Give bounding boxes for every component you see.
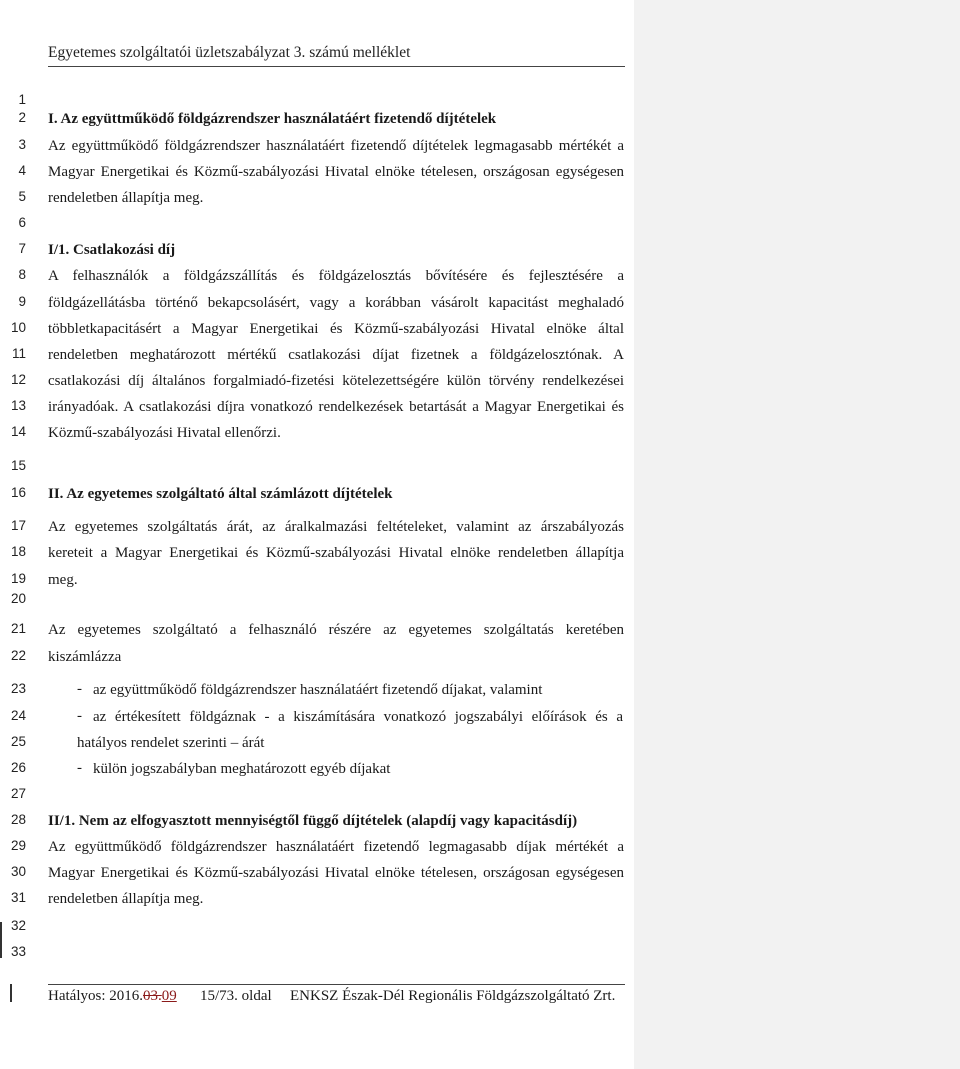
paragraph-line: földgázellátásba történő bekapcsolásért, vagy a korábban vásárolt kapacitást meghaladó: [48, 295, 624, 311]
line-number: 17: [10, 518, 26, 533]
line-number: 22: [10, 648, 26, 663]
paragraph-line: többletkapacitásért a Magyar Energetikai és Közmű-szabályozási Hivatal elnöke által: [48, 321, 624, 337]
line-number: 32: [10, 918, 26, 933]
paragraph-line: rendeletben meghatározott mértékű csatlakozási díjat fizetnek a földgázelosztónak. A: [48, 347, 624, 363]
line-number: 3: [18, 137, 26, 152]
line-number: 24: [10, 708, 26, 723]
header-divider: [48, 66, 625, 67]
line-number: 9: [18, 294, 26, 309]
paragraph-line: Az egyetemes szolgáltató a felhasználó részére az egyetemes szolgáltatás keretében: [48, 622, 624, 638]
line-number: 7: [18, 241, 26, 256]
section-heading: II/1. Nem az elfogyasztott mennyiségtől függő díjtételek (alapdíj vagy kapacitásdíj): [48, 813, 578, 829]
line-number: 31: [10, 890, 26, 905]
paragraph-line: kiszámlázza: [48, 649, 122, 665]
footer-change-bar: [10, 984, 12, 1002]
paragraph-line: Az együttműködő földgázrendszer használatáért fizetendő díjtételek legmagasabb mértékét a: [48, 138, 624, 154]
list-item: az értékesített földgáznak - a kiszámítására vonatkozó jogszabályi előírások és a: [93, 709, 623, 725]
line-number: 29: [10, 838, 26, 853]
comment-margin-pane: [634, 0, 960, 1069]
footer-company: ENKSZ Észak-Dél Regionális Földgázszolgáltató Zrt.: [290, 988, 616, 1004]
paragraph-line: Magyar Energetikai és Közmű-szabályozási Hivatal elnöke tételesen, országosan egységesen: [48, 164, 624, 180]
paragraph-line: meg.: [48, 572, 78, 588]
section-heading: I. Az együttműködő földgázrendszer használatáért fizetendő díjtételek: [48, 111, 497, 127]
line-number: 28: [10, 812, 26, 827]
line-number: 16: [10, 485, 26, 500]
page-header-title: Egyetemes szolgáltatói üzletszabályzat 3. számú melléklet: [48, 44, 411, 61]
change-bar: [0, 922, 2, 958]
paragraph-line: rendeletben állapítja meg.: [48, 190, 204, 206]
paragraph-line: Az együttműködő földgázrendszer használatáért fizetendő legmagasabb díjak mértékét a: [48, 839, 624, 855]
footer-divider: [48, 984, 625, 985]
footer-page-number: 15/73. oldal: [200, 988, 272, 1004]
line-number: 19: [10, 571, 26, 586]
footer-effective-date: [48, 988, 177, 1005]
line-number: 5: [18, 189, 26, 204]
tracked-deletion: 03.: [143, 988, 162, 1004]
line-number: 4: [18, 163, 26, 178]
line-number: 1: [18, 92, 26, 107]
line-number: 11: [11, 346, 26, 361]
line-number: 33: [10, 944, 26, 959]
line-number: 21: [10, 621, 26, 636]
tracked-insertion: 09: [161, 988, 177, 1004]
line-number: 13: [10, 398, 26, 413]
section-heading: II. Az egyetemes szolgáltató által számlázott díjtételek: [48, 486, 393, 502]
line-number: 15: [10, 458, 26, 473]
line-number: 25: [10, 734, 26, 749]
line-number: 26: [10, 760, 26, 775]
line-number: 14: [10, 424, 26, 439]
section-heading: I/1. Csatlakozási díj: [48, 242, 176, 258]
line-number: 18: [10, 544, 26, 559]
line-number: 30: [10, 864, 26, 879]
paragraph-line: Az egyetemes szolgáltatás árát, az áralkalmazási feltételeket, valamint az árszabályozás: [48, 519, 624, 535]
line-number: 10: [10, 320, 26, 335]
list-item-continuation: hatályos rendelet szerinti – árát: [77, 735, 265, 751]
paragraph-line: irányadóak. A csatlakozási díjra vonatkozó rendelkezések betartását a Magyar Energetikai és: [48, 399, 624, 415]
paragraph-line: rendeletben állapítja meg.: [48, 891, 204, 907]
paragraph-line: csatlakozási díj általános forgalmiadó-fizetési kötelezettségére külön törvény rendelkezései: [48, 373, 624, 389]
line-number: 23: [10, 681, 26, 696]
line-number: 8: [18, 267, 26, 282]
list-bullet: -: [77, 760, 82, 776]
list-item: külön jogszabályban meghatározott egyéb díjakat: [93, 761, 391, 777]
line-number: 20: [10, 591, 26, 606]
list-bullet: -: [77, 708, 82, 724]
list-item: az együttműködő földgázrendszer használatáért fizetendő díjakat, valamint: [93, 682, 543, 698]
line-number: 27: [10, 786, 26, 801]
effective-label: Hatályos: 2016.: [48, 988, 143, 1004]
paragraph-line: A felhasználók a földgázszállítás és földgázelosztás bővítésére és fejlesztésére a: [48, 268, 624, 284]
paragraph-line: kereteit a Magyar Energetikai és Közmű-szabályozási Hivatal elnöke rendeletben állapítja: [48, 545, 624, 561]
paragraph-line: Közmű-szabályozási Hivatal ellenőrzi.: [48, 425, 281, 441]
line-number: 6: [18, 215, 26, 230]
paragraph-line: Magyar Energetikai és Közmű-szabályozási Hivatal elnöke tételesen, országosan egységesen: [48, 865, 624, 881]
line-number: 2: [18, 110, 26, 125]
list-bullet: -: [77, 681, 82, 697]
line-number: 12: [10, 372, 26, 387]
